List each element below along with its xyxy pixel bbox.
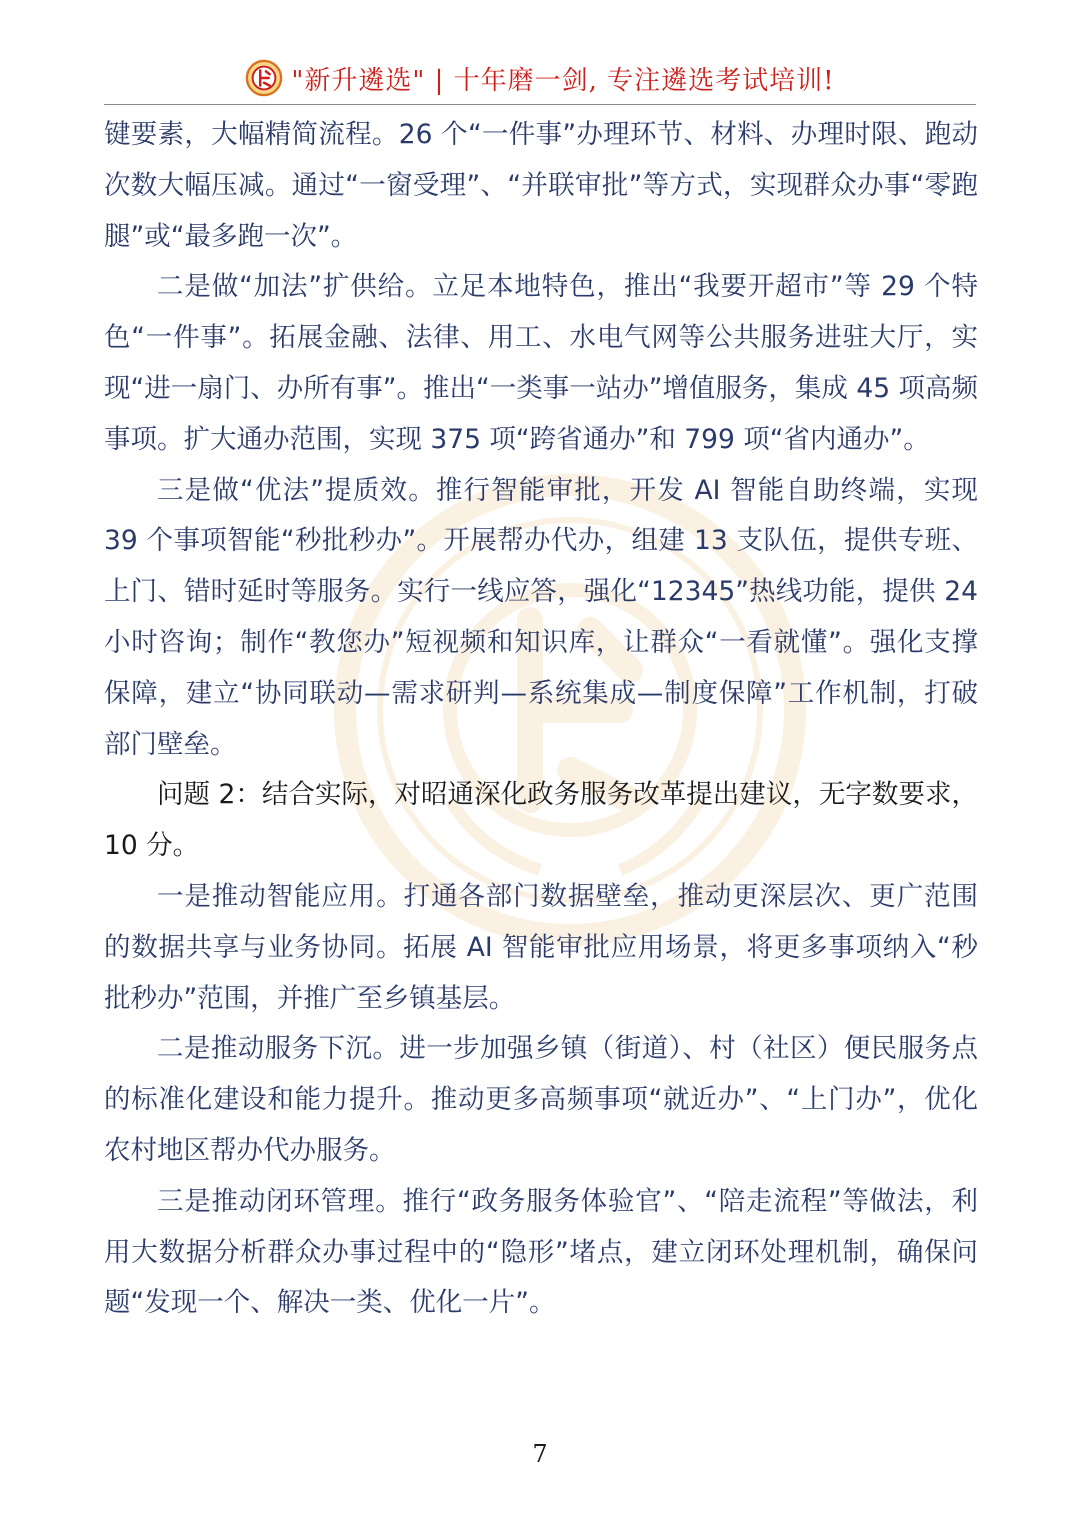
question-2: 问题 2：结合实际，对昭通深化政务服务改革提出建议，无字数要求，10 分。: [104, 779, 978, 862]
answer-closed-loop-management: 三是推动闭环管理。推行“政务服务体验官”、“陪走流程”等做法，利用大数据分析群众办事过程中的“隐形”堵点，建立闭环处理机制，确保问题“发现一个、解决一类、优化一片”。: [104, 1185, 978, 1319]
header-slogan: "新升遴选" | 十年磨一剑, 专注遴选考试培训!: [291, 65, 835, 96]
paragraph-optimization: 三是做“优法”提质效。推行智能审批，开发 AI 智能自助终端，实现 39 个事项智能“秒批秒办”。开展帮办代办，组建 13 支队伍，提供专班、上门、错时延时等服务。实行一线应答，强化“12345”热线功能，提供 24 小时咨询；制作“教您办”短视频和知识库，让群众“一看就懂”。强化支撑保障，建立“协同联动—需求研判—系统集成—制度保障”工作机制，打破部门壁垒。: [104, 474, 978, 760]
page-number: 7: [532, 1440, 548, 1468]
answer-service-sinking: 二是推动服务下沉。进一步加强乡镇（街道）、村（社区）便民服务点的标准化建设和能力提升。推动更多高频事项“就近办”、“上门办”，优化农村地区帮办代办服务。: [104, 1033, 978, 1166]
answer-intelligent-application: 一是推动智能应用。打通各部门数据壁垒，推动更深层次、更广范围的数据共享与业务协同。拓展 AI 智能审批应用场景，将更多事项纳入“秒批秒办”范围，并推广至乡镇基层。: [104, 880, 978, 1014]
xinsheng-logo-icon: [245, 59, 283, 97]
page-header: [104, 56, 976, 105]
paragraph-addition: 二是做“加法”扩供给。立足本地特色，推出“我要开超市”等 29 个特色“一件事”。拓展金融、法律、用工、水电气网等公共服务进驻大厅，实现“进一扇门、办所有事”。推出“一类事一站办”增值服务，集成 45 项高频事项。扩大通办范围，实现 375 项“跨省通办”和 799 项“省内通办”。: [104, 271, 978, 455]
paragraph-continuation: 键要素，大幅精简流程。26 个“一件事”办理环节、材料、办理时限、跑动次数大幅压减。通过“一窗受理”、“并联审批”等方式，实现群众办事“零跑腿”或“最多跑一次”。: [104, 119, 978, 252]
document-body: [104, 110, 978, 1329]
